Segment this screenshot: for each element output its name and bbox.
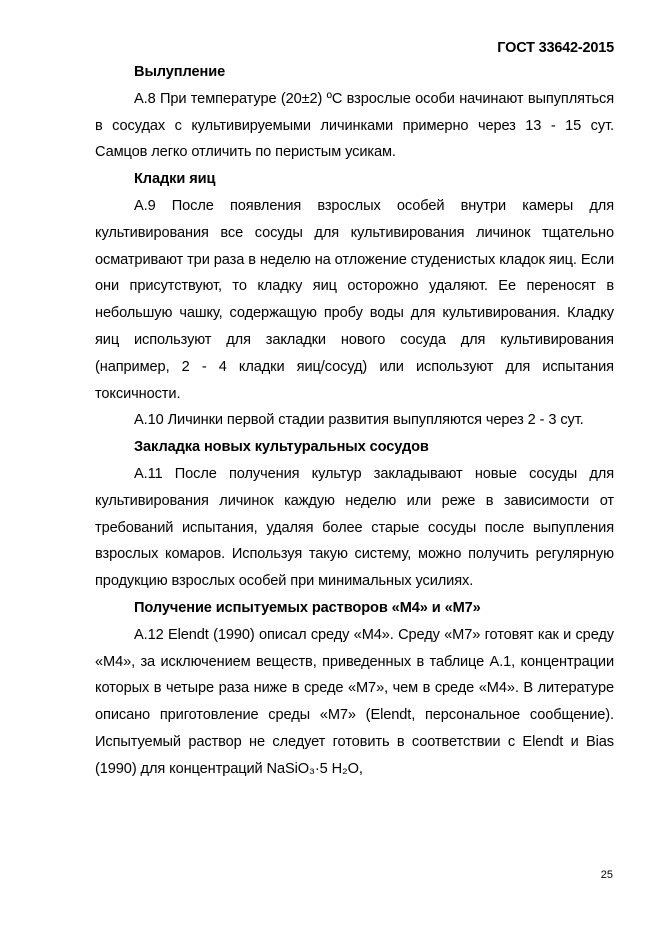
page-number: 25: [600, 869, 613, 881]
section-heading-test-solutions: Получение испытуемых растворов «М4» и «М7»: [134, 599, 481, 616]
section-heading-hatching: Вылупление: [134, 64, 226, 80]
paragraph-a11: А.11 После получения культур закладывают новые сосуды для культивирования личинок каждую неделю или реже в зависимости от требований испытания, удаляя более старые сосуды после выпупления взрослых комаров. Используя такую систему, можно получить регулярную продукцию взрослых особей при минимальных усилиях.: [95, 465, 614, 590]
paragraph-a8: А.8 При температуре (20±2) ºС взрослые особи начинают выпупляться в сосудах с культивируемыми личинками примерно через 13 - 15 сут. Самцов легко отличить по перистым усикам.: [95, 90, 614, 161]
paragraph-a12: А.12 Elendt (1990) описал среду «М4». Среду «М7» готовят как и среду «М4», за исключением веществ, приведенных в таблице А.1, концентрации которых в четыре раза ниже в среде «М7», чем в среде «М4». В литературе описано приготовление среды «М7» (Elendt, персональное сообщение). Испытуемый раствор не следует готовить в соответствии с Elendt и Bias (1990) для концентраций NaSiO₃·5 H₂O,: [95, 626, 614, 777]
document-body: [95, 59, 614, 783]
section-heading-new-culture-vessels: Закладка новых культуральных сосудов: [134, 439, 429, 456]
document-code-header: ГОСТ 33642-2015: [497, 40, 614, 56]
paragraph-a10: А.10 Личинки первой стадии развития выпупляются через 2 - 3 сут.: [134, 412, 584, 429]
paragraph-a9: А.9 После появления взрослых особей внутри камеры для культивирования все сосуды для культивирования личинок тщательно осматривают три раза в неделю на отложение студенистых кладок яиц. Если они присутствуют, то кладку яиц осторожно удаляют. Ее переносят в небольшую чашку, содержащую пробу воды для культивирования. Кладку яиц используют для закладки нового сосуда для культивирования (например, 2 - 4 кладки яиц/сосуд) или используют для испытания токсичности.: [95, 197, 614, 402]
section-heading-egg-masses: Кладки яиц: [134, 171, 216, 188]
